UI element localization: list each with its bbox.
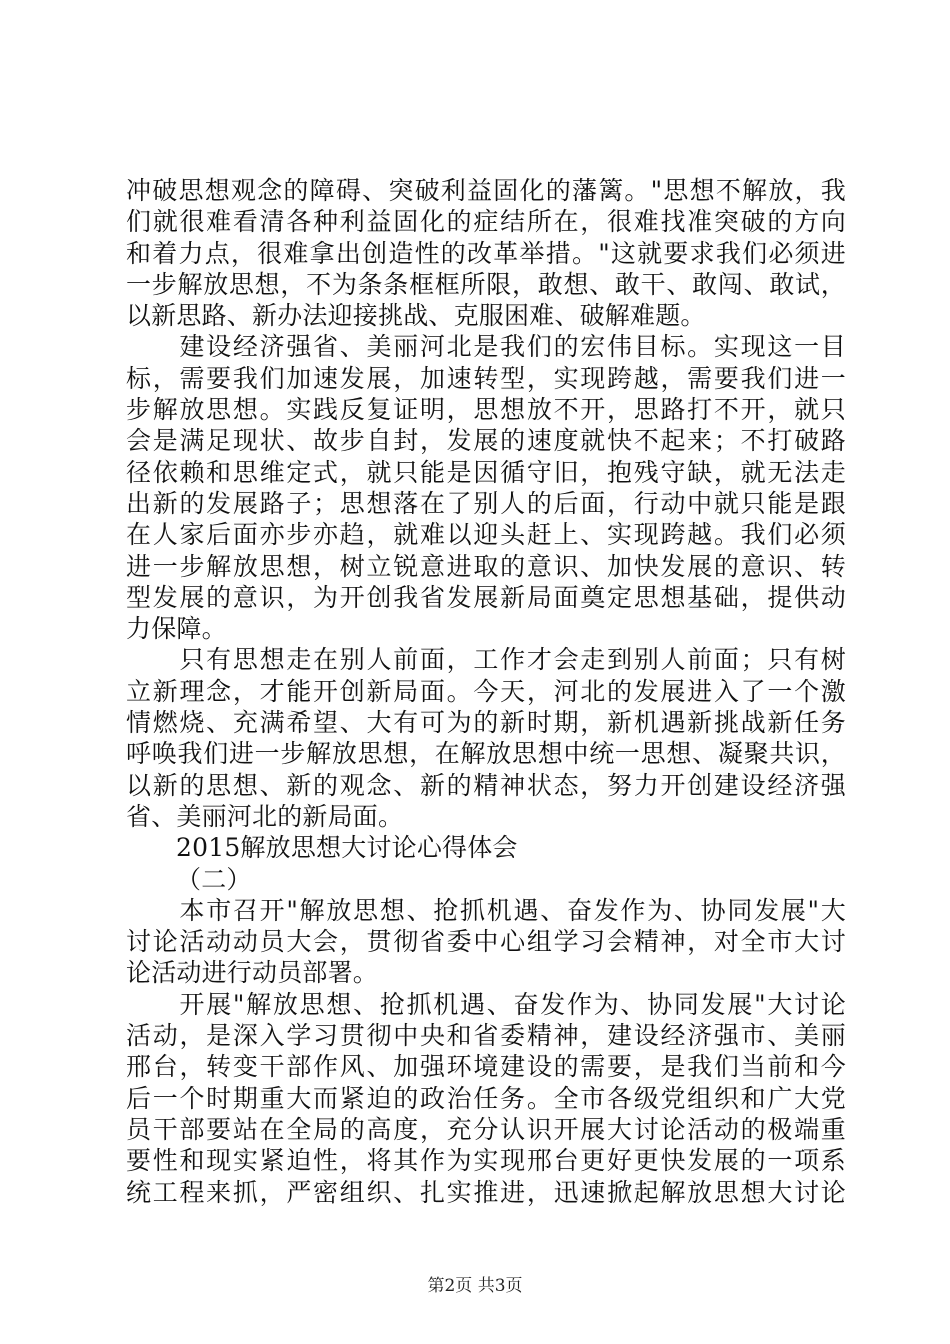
text-line: 以新思路、新办法迎接挑战、克服困难、破解难题。: [126, 301, 706, 331]
text-line: 们就很难看清各种利益固化的症结所在，很难找准突破的方向: [126, 207, 846, 237]
section-subheading: （二）: [176, 864, 252, 894]
text-line: 论活动进行动员部署。: [126, 958, 379, 988]
text-line: 型发展的意识，为开创我省发展新局面奠定思想基础，提供动: [126, 582, 846, 612]
text-line: 呼唤我们进一步解放思想，在解放思想中统一思想、凝聚共识，: [126, 739, 846, 769]
text-line: 会是满足现状、故步自封，发展的速度就快不起来；不打破路: [126, 426, 846, 456]
text-line: 以新的思想、新的观念、新的精神状态，努力开创建设经济强: [126, 770, 846, 800]
page-footer: 第2页 共3页: [427, 1276, 523, 1296]
text-line: 省、美丽河北的新局面。: [126, 801, 404, 831]
text-line: 开展"解放思想、抢抓机遇、奋发作为、协同发展"大讨论: [126, 989, 846, 1019]
text-line: 本市召开"解放思想、抢抓机遇、奋发作为、协同发展"大: [126, 895, 846, 925]
text-line: 一步解放思想，不为条条框框所限，敢想、敢干、敢闯、敢试，: [126, 269, 846, 299]
text-line: 建设经济强省、美丽河北是我们的宏伟目标。实现这一目: [126, 332, 846, 362]
section-heading: 2015解放思想大讨论心得体会: [176, 833, 518, 863]
text-line: 径依赖和思维定式，就只能是因循守旧，抱残守缺，就无法走: [126, 457, 846, 487]
text-line: 活动，是深入学习贯彻中央和省委精神，建设经济强市、美丽: [126, 1021, 846, 1051]
text-line: 立新理念，才能开创新局面。今天，河北的发展进入了一个激: [126, 676, 846, 706]
text-line: 只有思想走在别人前面，工作才会走到别人前面；只有树: [126, 645, 846, 675]
text-line: 进一步解放思想，树立锐意进取的意识、加快发展的意识、转: [126, 551, 846, 581]
text-line: 情燃烧、充满希望、大有可为的新时期，新机遇新挑战新任务: [126, 708, 846, 738]
text-line: 力保障。: [126, 614, 227, 644]
text-line: 员干部要站在全局的高度，充分认识开展大讨论活动的极端重: [126, 1114, 846, 1144]
text-line: 统工程来抓，严密组织、扎实推进，迅速掀起解放思想大讨论: [126, 1177, 846, 1207]
text-line: 出新的发展路子；思想落在了别人的后面，行动中就只能是跟: [126, 488, 846, 518]
text-line: 标，需要我们加速发展，加速转型，实现跨越，需要我们进一: [126, 363, 846, 393]
text-line: 冲破思想观念的障碍、突破利益固化的藩篱。"思想不解放，我: [126, 176, 846, 205]
text-line: 和着力点，很难拿出创造性的改革举措。"这就要求我们必须进: [126, 238, 846, 268]
text-line: 讨论活动动员大会，贯彻省委中心组学习会精神，对全市大讨: [126, 927, 846, 957]
text-line: 邢台，转变干部作风、加强环境建设的需要，是我们当前和今: [126, 1052, 846, 1082]
text-line: 步解放思想。实践反复证明，思想放不开，思路打不开，就只: [126, 395, 846, 425]
text-line: 要性和现实紧迫性，将其作为实现邢台更好更快发展的一项系: [126, 1146, 846, 1176]
text-line: 后一个时期重大而紧迫的政治任务。全市各级党组织和广大党: [126, 1083, 846, 1113]
text-line: 在人家后面亦步亦趋，就难以迎头赶上、实现跨越。我们必须: [126, 520, 846, 550]
document-body: [126, 175, 846, 1208]
